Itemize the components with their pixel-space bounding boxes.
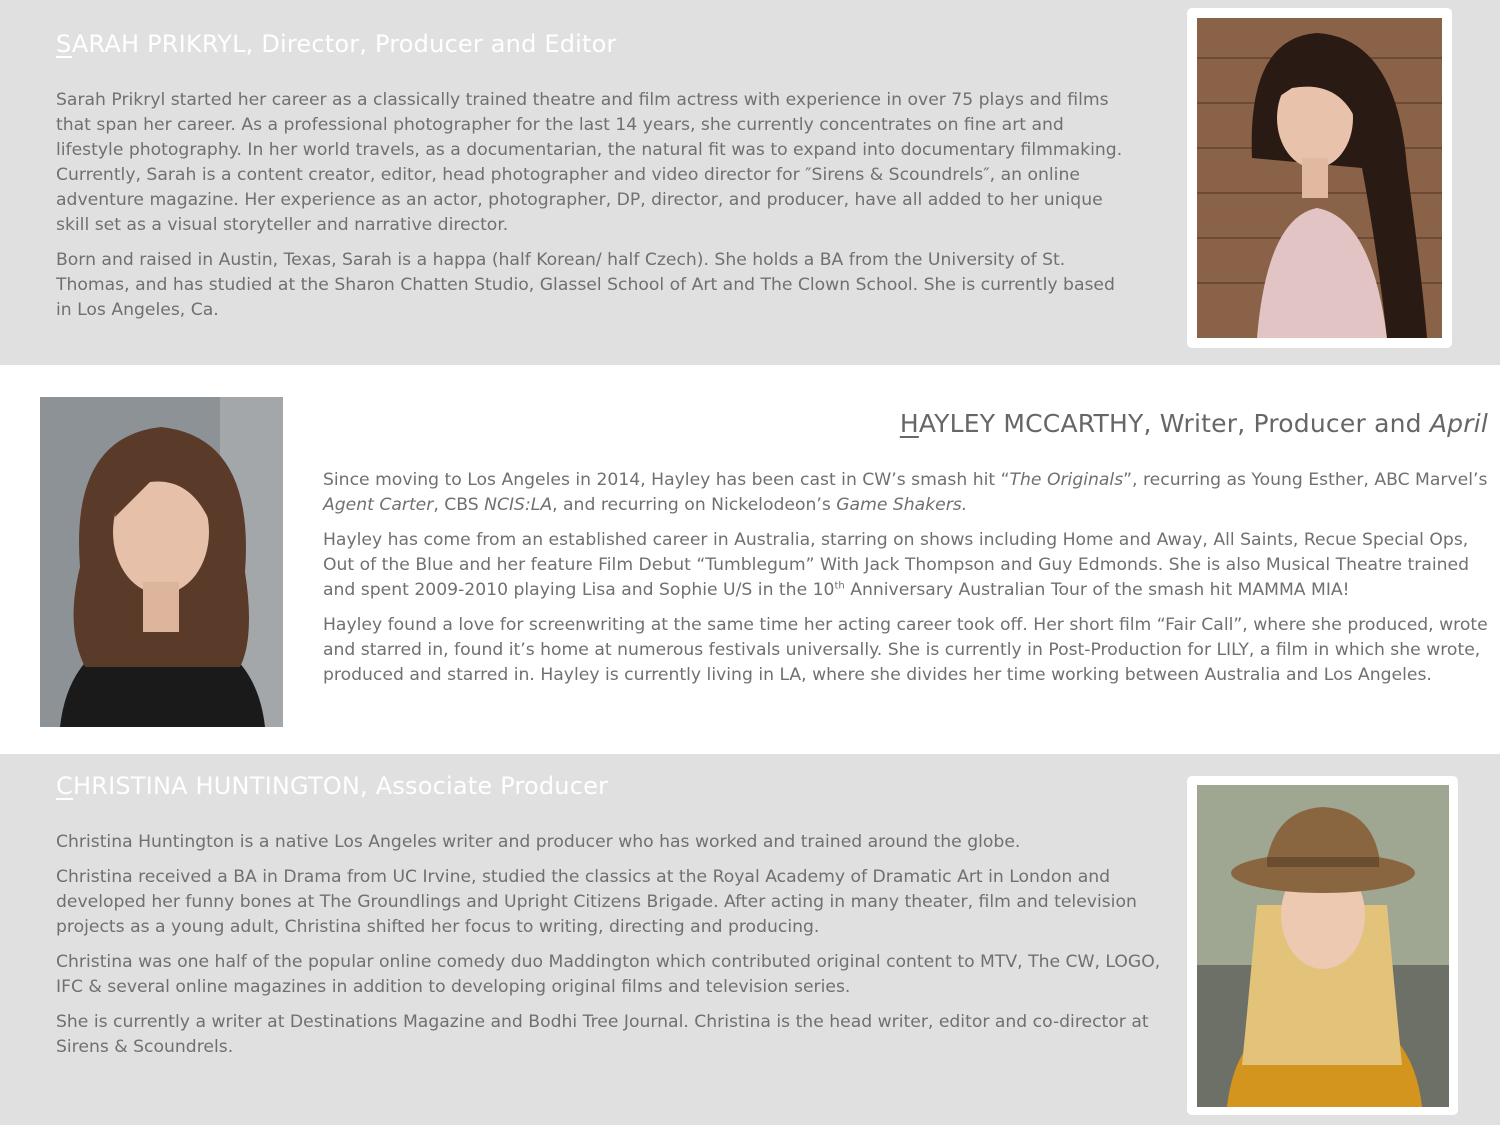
text-run: , CBS bbox=[433, 495, 485, 515]
show-title: NCIS:LA bbox=[484, 495, 553, 515]
bio-paragraph: Born and raised in Austin, Texas, Sarah is a happa (half Korean/ half Czech). She holds a BA from the University of St. Thomas, and has studied at the Sharon Chatten Studio, Glassel School of Art and The Clown School. She is currently based in Los Angeles, Ca. bbox=[56, 250, 1115, 320]
text-run: , and recurring on Nickelodeon’s bbox=[552, 495, 837, 515]
bio-paragraph bbox=[323, 468, 1488, 518]
profile-christina bbox=[0, 754, 1500, 1125]
title-role: , Director, Producer and Editor bbox=[245, 30, 617, 58]
profile-title bbox=[323, 409, 1488, 438]
photo-frame bbox=[1187, 8, 1452, 348]
photo-frame bbox=[1187, 776, 1458, 1115]
bio-paragraph bbox=[323, 528, 1488, 603]
title-initial: S bbox=[56, 30, 72, 58]
christina-portrait-image bbox=[1197, 785, 1449, 1107]
ordinal-suffix: th bbox=[834, 580, 845, 592]
bio-paragraph: Sarah Prikryl started her career as a classically trained theatre and film actress with experience in over 75 plays and films that span her career. As a professional photographer for the last 14 years, she currently concentrates on fine art and lifestyle photography. In her world travels, as a documentarian, the natural fit was to expand into documentary filmmaking. Currently, Sarah is a content creator, editor, head photographer and video director for ″Sirens & Scoundrels″, an online adventure magazine. Her experience as an actor, photographer, DP, director, and producer, have all added to her unique skill set as a visual storyteller and narrative director. bbox=[56, 90, 1123, 235]
text-run: Hayley has come from an established career in Australia, starring on shows including Home and Away, All Saints, Recue Special Ops, Out of the Blue and her feature Film Debut “Tumblegum” With Jack Thompson and Guy Edmonds. She is also Musical Theatre trained and spent 2009-2010 playing Lisa and Sophie U/S in the 10 bbox=[323, 530, 1470, 600]
bio-paragraph: Christina received a BA in Drama from UC Irvine, studied the classics at the Royal Academy of Dramatic Art in London and developed her funny bones at The Groundlings and Upright Citizens Brigade. After acting in many theater, film and television projects as a young adult, Christina shifted her focus to writing, directing and producing. bbox=[56, 867, 1137, 937]
text-run: Anniversary Australian Tour of the smash hit MAMMA MIA! bbox=[844, 580, 1350, 600]
profile-title bbox=[56, 772, 1166, 800]
profile-title bbox=[56, 30, 1131, 58]
bio-paragraph: Christina was one half of the popular online comedy duo Maddington which contributed original content to MTV, The CW, LOGO, IFC & several online magazines in addition to developing original films and television series. bbox=[56, 952, 1161, 997]
sarah-portrait-image bbox=[1197, 18, 1442, 338]
show-title: The Originals bbox=[1009, 470, 1124, 490]
title-name: ARAH PRIKRYL bbox=[71, 30, 246, 58]
bio-paragraph: Hayley found a love for screenwriting at the same time her acting career took off. Her short film “Fair Call”, where she produced, wrote and starred in, found it’s home at numerous festivals universally. She is currently in Post-Production for LILY, a film in which she wrote, produced and starred in. Hayley is currently living in LA, where she divides her time working between Australia and Los Angeles. bbox=[323, 615, 1488, 685]
title-name: AYLEY MCCARTHY bbox=[918, 409, 1144, 438]
hayley-portrait-image bbox=[40, 397, 283, 727]
bio-paragraph: Christina Huntington is a native Los Angeles writer and producer who has worked and trained around the globe. bbox=[56, 832, 1021, 852]
profile-christina-text bbox=[56, 772, 1166, 1070]
title-name: HRISTINA HUNTINGTON bbox=[72, 772, 361, 800]
title-role: , Writer, Producer and bbox=[1143, 409, 1430, 438]
profile-sarah-text bbox=[56, 30, 1131, 333]
title-initial: H bbox=[899, 409, 919, 438]
text-run: Since moving to Los Angeles in 2014, Hayley has been cast in CW’s smash hit “ bbox=[323, 470, 1010, 490]
profile-sarah bbox=[0, 0, 1500, 365]
profile-hayley-text bbox=[323, 409, 1488, 698]
title-role-italic: April bbox=[1429, 409, 1488, 438]
show-title: Agent Carter bbox=[323, 495, 434, 515]
bio-paragraph: She is currently a writer at Destinations Magazine and Bodhi Tree Journal. Christina is the head writer, editor and co-director at Sirens & Scoundrels. bbox=[56, 1012, 1149, 1057]
text-run: ”, recurring as Young Esther, ABC Marvel’s bbox=[1123, 470, 1488, 490]
title-role: , Associate Producer bbox=[360, 772, 609, 800]
title-initial: C bbox=[56, 772, 73, 800]
show-title: Game Shakers. bbox=[836, 495, 968, 515]
profile-hayley bbox=[0, 365, 1500, 754]
